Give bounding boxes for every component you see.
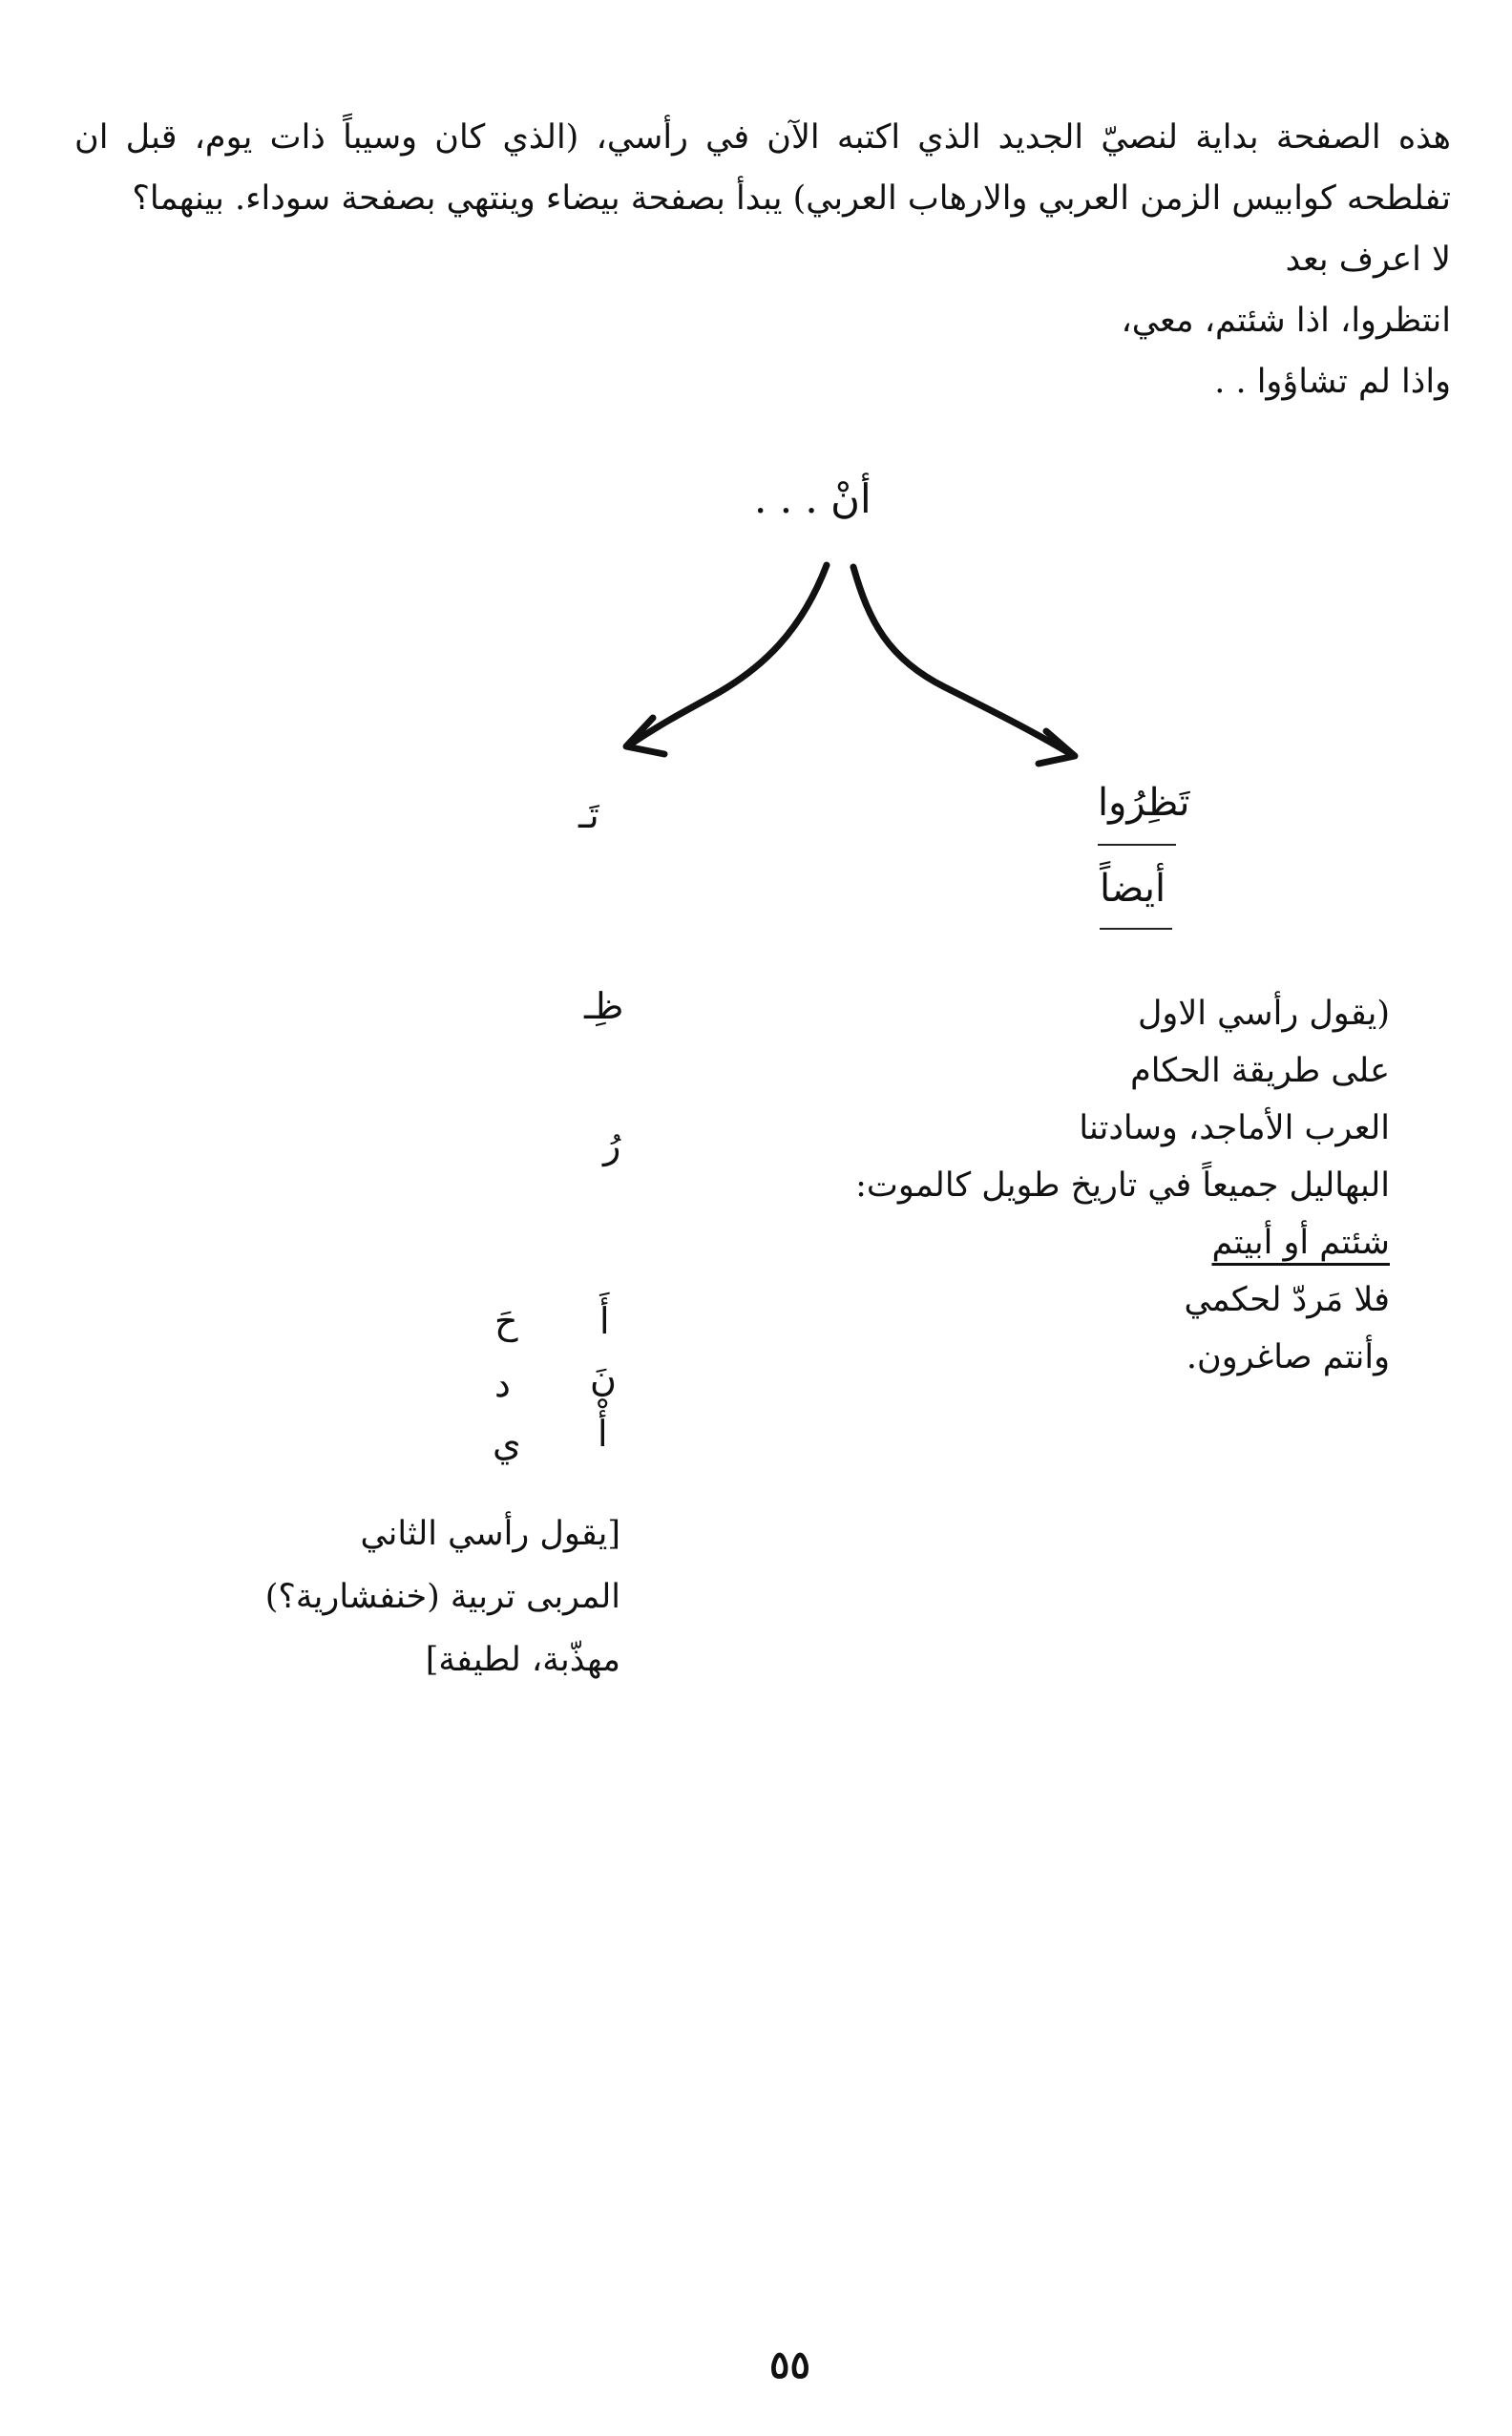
right-branch-rule-2 <box>1100 928 1172 930</box>
right-text-line-6: فلا مَردّ لحكمي <box>1184 1281 1390 1319</box>
right-branch-word-2: أيضاً <box>1100 867 1166 911</box>
left-letter-8: أْ <box>598 1413 608 1455</box>
left-arrow-head <box>626 718 664 754</box>
right-text-line-4: البهاليل جميعاً في تاريخ طويل كالموت: <box>855 1166 1390 1205</box>
right-text-line-2: على طريقة الحكام <box>1130 1052 1390 1090</box>
right-text-line-1: (يقول رأسي الاول <box>1137 995 1390 1033</box>
right-arrow-head <box>1039 731 1075 764</box>
left-text-line-1: [يقول رأسي الثاني <box>360 1515 620 1553</box>
right-branch-text <box>855 985 1390 1386</box>
left-letter-6: نَ <box>590 1357 617 1399</box>
right-text-line-3: العرب الأماجد، وسادتنا <box>1079 1109 1390 1147</box>
left-letter-5: حَ <box>494 1300 518 1342</box>
page-number: ٥٥ <box>769 2342 810 2387</box>
intro-line-2: انتظروا، اذا شئتم، معي، <box>1121 302 1451 340</box>
diagram-center-word: أنْ . . . <box>754 475 872 522</box>
left-letter-1: تَـ <box>578 794 599 836</box>
intro-paragraph: هذه الصفحة بداية لنصيّ الجديد الذي اكتبه الآن في رأسي، (الذي كان وسيباً ذات يوم، قبل ان تفلطحه كوابيس الزمن العربي والارهاب العربي) يبدأ بصفحة بيضاء وينتهي بصفحة سوداء. بينهما؟ <box>74 118 1451 218</box>
intro-line-3: واذا لم تشاؤوا . . <box>1214 363 1451 401</box>
left-text-line-3: مهذّبة، لطيفة] <box>425 1641 620 1679</box>
left-letter-9: ي <box>493 1422 521 1464</box>
left-branch-text <box>265 1502 620 1691</box>
right-branch-rule-1 <box>1098 844 1176 846</box>
left-letter-4: أَ <box>599 1300 610 1342</box>
right-branch-arrow <box>853 567 1071 754</box>
left-letter-3: رُ <box>603 1124 621 1166</box>
intro-line-1: لا اعرف بعد <box>1285 241 1451 279</box>
left-branch-arrow <box>630 565 827 745</box>
right-text-line-5: شئتم أو أبيتم <box>1211 1224 1390 1262</box>
right-text-line-7: وأنتم صاغرون. <box>1186 1338 1390 1376</box>
left-text-line-2: المربى تربية (خنفشارية؟) <box>264 1578 620 1616</box>
left-letter-7: د <box>494 1363 511 1405</box>
right-branch-word-1: تَظِرُوا <box>1098 781 1190 825</box>
intro-lines <box>1121 229 1451 412</box>
left-letter-2: ظِـ <box>584 985 624 1027</box>
